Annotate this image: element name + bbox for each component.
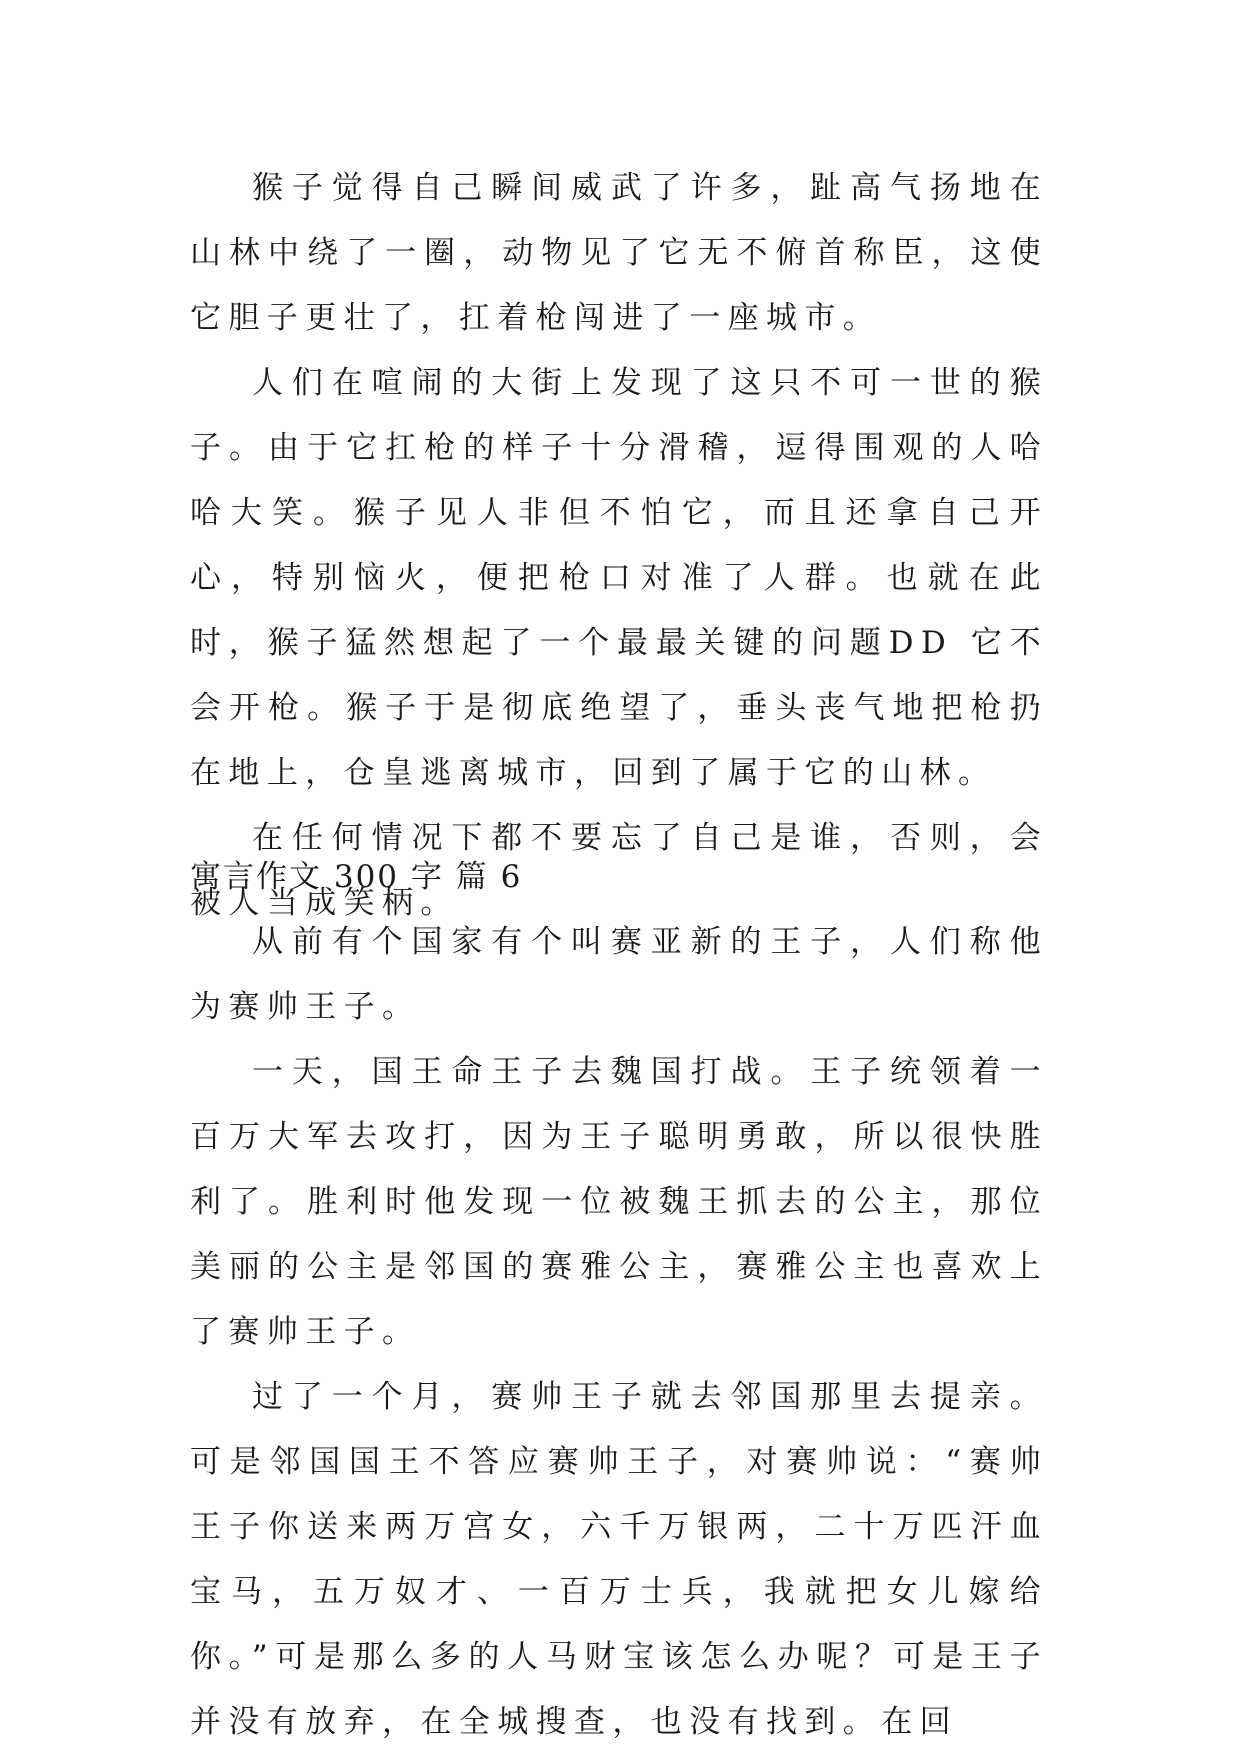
paragraph: 一天，国王命王子去魏国打战。王子统领着一百万大军去攻打，因为王子聪明勇敢，所以很快胜利了。胜利时他发现一位被魏王抓去的公主，那位美丽的公主是邻国的赛雅公主，赛雅公主也喜欢上了赛帅王子。 — [190, 1054, 1048, 1350]
fable-continuation — [190, 156, 1048, 936]
fable-section-6 — [190, 845, 1048, 1755]
paragraph: 在任何情况下都不要忘了自己是谁，否则，会被人当成笑柄。 — [190, 820, 1048, 921]
paragraph: 从前有个国家有个叫赛亚新的王子，人们称他为赛帅王子。 — [190, 924, 1048, 1025]
paragraph: 过了一个月，赛帅王子就去邻国那里去提亲。可是邻国国王不答应赛帅王子，对赛帅说：“赛帅王子你送来两万宫女，六千万银两，二十万匹汗血宝马，五万奴才、一百万士兵，我就把女儿嫁给你。”可是那么多的人马财宝该怎么办呢？可是王子并没有放弃，在全城搜查，也没有找到。在回 — [190, 1379, 1048, 1740]
paragraph: 人们在喧闹的大街上发现了这只不可一世的猴子。由于它扛枪的样子十分滑稽，逗得围观的人哈哈大笑。猴子见人非但不怕它，而且还拿自己开心，特别恼火，便把枪口对准了人群。也就在此时，猴子猛然想起了一个最最关键的问题DD 它不会开枪。猴子于是彻底绝望了，垂头丧气地把枪扔在地上，仓皇逃离城市，回到了属于它的山林。 — [190, 365, 1048, 791]
paragraph: 猴子觉得自己瞬间威武了许多，趾高气扬地在山林中绕了一圈，动物见了它无不俯首称臣，这使它胆子更壮了，扛着枪闯进了一座城市。 — [190, 170, 1048, 336]
section-heading: 寓言作文 300 字 篇 6 — [190, 859, 523, 895]
